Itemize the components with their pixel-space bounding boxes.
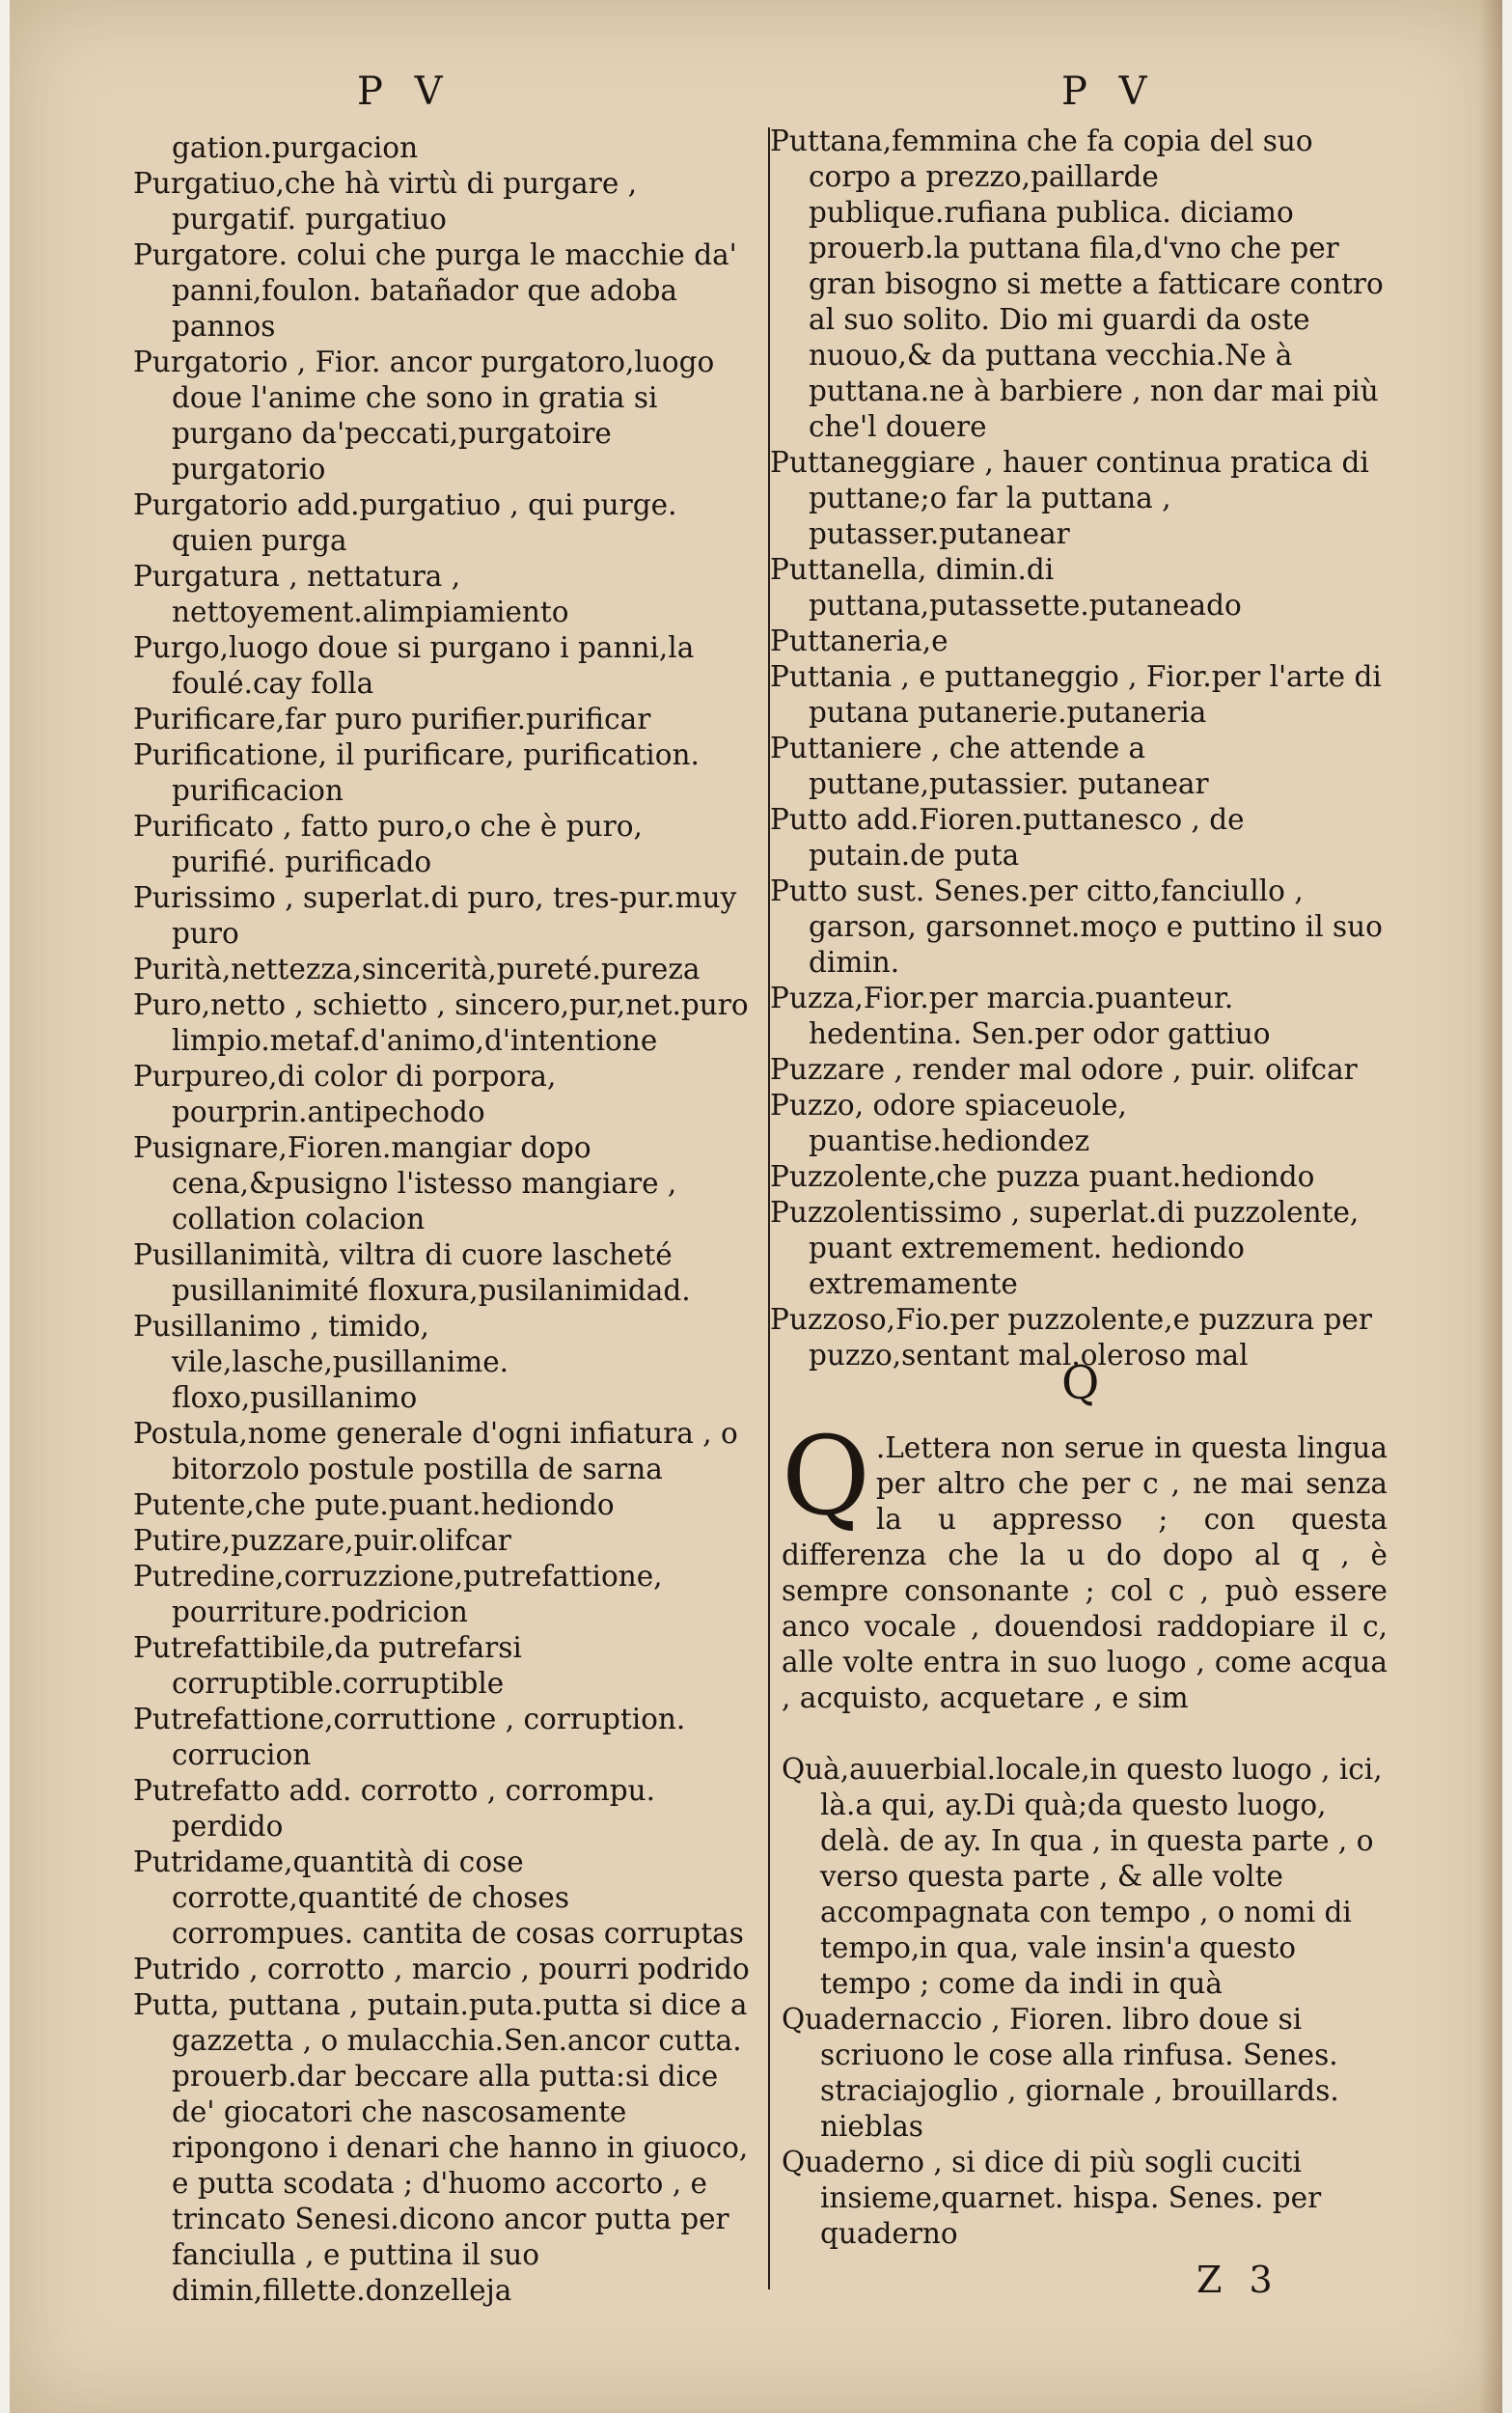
dictionary-entry: Purificare,far puro purifier.purificar <box>133 703 651 735</box>
dictionary-entry: Putta, puttana , putain.puta.putta si dice a gazzetta , o mulacchia.Sen.ancor cutta. prouerb.dar beccare alla putta:si dice de' giocatori che nascosamente ripongono i denari che hanno in giuoco, e putta scodata ; d'huomo accorto , e trincato Senesi.dicono ancor putta per fanciulla , e puttina il suo dimin,fillette.donzelleja <box>133 1988 749 2307</box>
dictionary-entry: Purgatorio , Fior. ancor purgatoro,luogo doue l'anime che sono in gratia si purgano da'peccati,purgatoire purgatorio <box>133 346 715 485</box>
q-intro-paragraph <box>782 1414 1388 1716</box>
dictionary-entry: Puttania , e puttaneggio , Fior.per l'arte di putana putanerie.putaneria <box>770 660 1382 729</box>
section-heading-q: Q <box>1061 1356 1100 1410</box>
dictionary-entry: Puttanella, dimin.di puttana,putassette.putaneado <box>770 553 1242 622</box>
dictionary-entry: Putire,puzzare,puir.olifcar <box>133 1524 511 1557</box>
dictionary-entry: Purpureo,di color di porpora, pourprin.antipechodo <box>133 1060 557 1128</box>
dictionary-entry: Puzzolentissimo , superlat.di puzzolente, puant extremement. hediondo extremamente <box>770 1196 1360 1300</box>
dictionary-entry: Putredine,corruzzione,putrefattione, pourriture.podricion <box>133 1560 663 1628</box>
dictionary-entry: Putto add.Fioren.puttanesco , de putain.de puta <box>770 803 1245 872</box>
dictionary-entry: Puttaneria,e <box>770 624 948 657</box>
dictionary-entry: Purgatore. colui che purga le macchie da' panni,foulon. batañador que adoba pannos <box>133 238 737 343</box>
dictionary-entry: Puzzolente,che puzza puant.hediondo <box>770 1160 1315 1193</box>
dictionary-entry: Putrido , corrotto , marcio , pourri podrido <box>133 1953 750 1985</box>
dictionary-entry: Puttaneggiare , hauer continua pratica di puttane;o far la puttana , putasser.putanear <box>770 446 1369 550</box>
dictionary-entry: Putridame,quantità di cose corrotte,quantité de choses corrompues. cantita de cosas corruptas <box>133 1845 744 1950</box>
dictionary-entry: Pusignare,Fioren.mangiar dopo cena,&pusigno l'istesso mangiare , collation colacion <box>133 1131 677 1235</box>
dictionary-entry: Puttaniere , che attende a puttane,putassier. putanear <box>770 732 1209 800</box>
right-column <box>770 124 1388 1373</box>
dictionary-entry: Purissimo , superlat.di puro, tres-pur.muy puro <box>133 881 737 950</box>
dictionary-entry: Pusillanimo , timido, vile,lasche,pusillanime. floxo,pusillanimo <box>133 1310 509 1414</box>
dictionary-entry: Postula,nome generale d'ogni infiatura , o bitorzolo postule postilla de sarna <box>133 1417 738 1485</box>
dictionary-entry: Quà,auuerbial.locale,in questo luogo , ici, là.a qui, ay.Di quà;da questo luogo, delà. de ay. In qua , in questa parte , o verso questa parte , & alle volte accompagnata con tempo , o nomi di tempo,in qua, vale insin'a questo tempo ; come da indi in quà <box>782 1753 1383 2000</box>
dictionary-entry: gation.purgacion <box>172 131 419 164</box>
dictionary-entry: Puttana,femmina che fa copia del suo corpo a prezzo,paillarde publique.rufiana publica. diciamo prouerb.la puttana fila,d'vno che per gran bisogno si mette a fatticare contro al suo solito. Dio mi guardi da oste nuouo,& da puttana vecchia.Ne à puttana.ne à barbiere , non dar mai più che'l douere <box>770 125 1384 443</box>
dictionary-entry: Putrefattione,corruttione , corruption. corrucion <box>133 1703 686 1771</box>
dictionary-entry: Puzza,Fior.per marcia.puanteur. hedentina. Sen.per odor gattiuo <box>770 982 1271 1050</box>
dictionary-entry: Purificato , fatto puro,o che è puro, purifié. purificado <box>133 810 643 878</box>
dictionary-entry: Puzzo, odore spiaceuole, puantise.hediondez <box>770 1089 1127 1157</box>
right-running-head: P V <box>1061 69 1157 114</box>
dictionary-entry: Pusillanimità, viltra di cuore lascheté pusillanimité floxura,pusilanimidad. <box>133 1238 691 1307</box>
dictionary-entry: Puro,netto , schietto , sincero,pur,net.puro limpio.metaf.d'animo,d'intentione <box>133 988 749 1057</box>
dictionary-entry: Putrefattibile,da putrefarsi corruptible.corruptible <box>133 1631 522 1700</box>
dictionary-entry: Putrefatto add. corrotto , corrompu. perdido <box>133 1774 656 1843</box>
dictionary-entry: Purità,nettezza,sincerità,pureté.pureza <box>133 953 701 985</box>
book-page <box>10 0 1502 2413</box>
left-column <box>133 130 751 2309</box>
drop-cap: Q <box>782 1414 870 1539</box>
dictionary-entry: Purgo,luogo doue si purgano i panni,la foulé.cay folla <box>133 631 695 700</box>
dictionary-entry: Putente,che pute.puant.hediondo <box>133 1488 615 1521</box>
right-column-q-entries <box>782 1752 1388 2252</box>
dictionary-entry: Putto sust. Senes.per citto,fanciullo , garson, garsonnet.moço e puttino il suo dimin. <box>770 874 1383 979</box>
dictionary-entry: Quadernaccio , Fioren. libro doue si scriuono le cose alla rinfusa. Senes. straciajoglio , giornale , brouillards. nieblas <box>782 2003 1339 2143</box>
q-intro-text: .Lettera non serue in questa lingua per altro che per c , ne mai senza la u appresso ; con questa differenza che la u do dopo al q , è sempre consonante ; col c , può essere anco vocale , douendosi raddopiare il c, alle volte entra in suo luogo , come acqua , acquisto, acquetare , e sim <box>782 1431 1388 1714</box>
dictionary-entry: Purgatura , nettatura , nettoyement.alimpiamiento <box>133 560 569 628</box>
page-edge-shadow <box>1479 0 1502 2413</box>
dictionary-entry: Purificatione, il purificare, purification. purificacion <box>133 738 700 807</box>
dictionary-entry: Purgatiuo,che hà virtù di purgare , purgatif. purgatiuo <box>133 167 638 236</box>
left-running-head: P V <box>357 69 453 114</box>
signature-mark: Z 3 <box>1196 2259 1280 2301</box>
dictionary-entry: Purgatorio add.purgatiuo , qui purge. quien purga <box>133 488 677 557</box>
dictionary-entry: Quaderno , si dice di più sogli cuciti insieme,quarnet. hispa. Senes. per quaderno <box>782 2146 1322 2250</box>
dictionary-entry: Puzzoso,Fio.per puzzolente,e puzzura per puzzo,sentant mal.oleroso mal <box>770 1303 1372 1372</box>
dictionary-entry: Puzzare , render mal odore , puir. olifcar <box>770 1053 1358 1086</box>
